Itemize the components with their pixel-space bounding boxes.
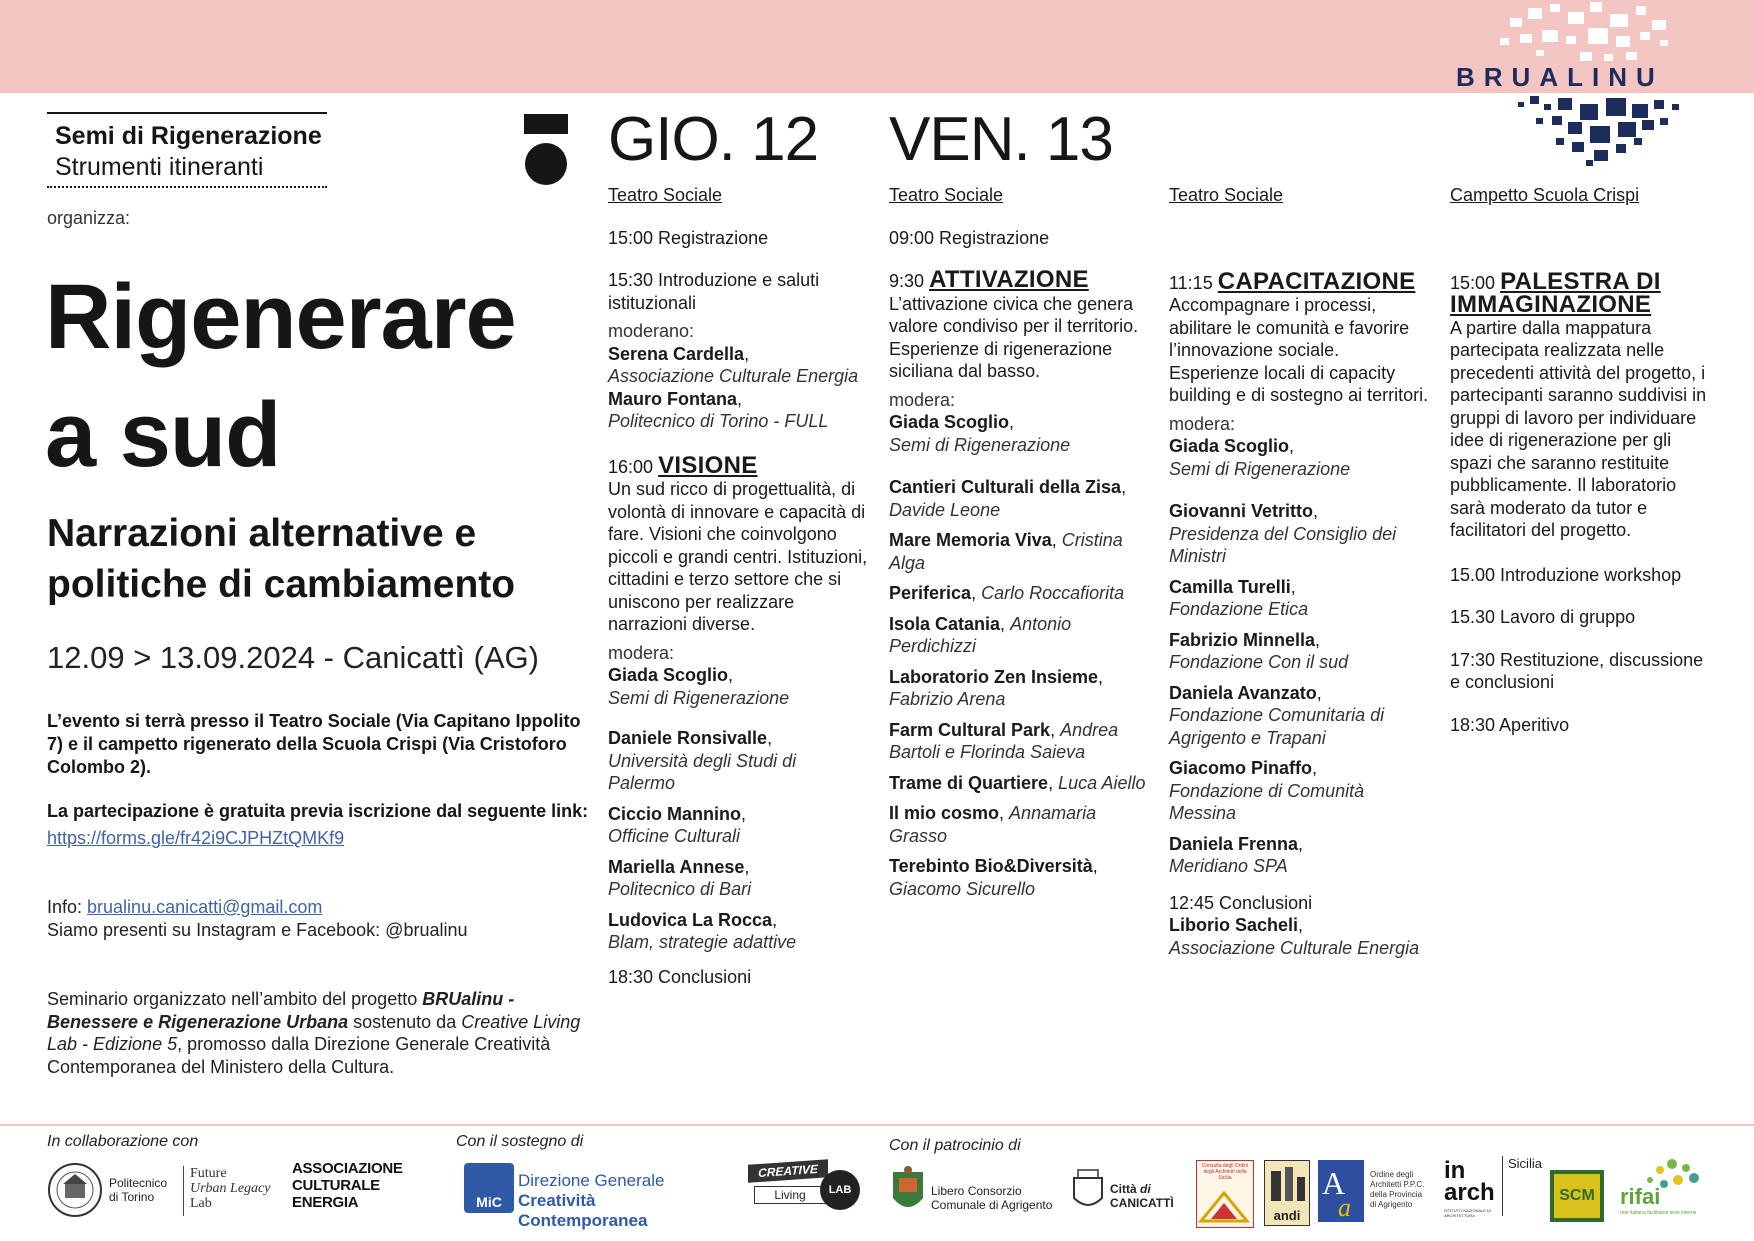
session-heading — [889, 266, 1149, 293]
svg-text:a: a — [1338, 1193, 1351, 1222]
program-column-friday-midday — [1169, 184, 1429, 959]
program-column-friday-morning — [889, 184, 1149, 908]
andi-text: andi — [1273, 1208, 1301, 1223]
session-title: PALESTRA DI — [1500, 267, 1661, 295]
footer-divider — [0, 1124, 1754, 1126]
ace-logo — [292, 1160, 403, 1211]
session-time: 15:00 — [1450, 272, 1496, 293]
person-org: Officine Culturali — [608, 826, 741, 846]
venue-label: Teatro Sociale — [889, 185, 1004, 205]
polito-logo — [47, 1162, 177, 1218]
agrigento-crest-icon — [889, 1166, 927, 1218]
speaker-list — [608, 727, 868, 954]
ordine-badge-icon — [1318, 1160, 1364, 1222]
workshop-item: 15.00 Introduzione workshop — [1450, 564, 1682, 585]
person-name: Fabrizio Minnella — [1169, 629, 1316, 650]
participation-note: La partecipazione è gratuita previa iscrizione dal seguente link: — [47, 801, 589, 821]
andi-building-icon — [1265, 1163, 1309, 1207]
person-org: Luca Aiello — [1058, 772, 1146, 793]
speaker-entry: Mare Memoria Viva, Cristina Alga — [889, 530, 1123, 573]
canicatti-crest-icon — [1070, 1168, 1106, 1214]
full-line-2: Urban Legacy — [190, 1181, 271, 1196]
title-line-1: Rigenerare — [45, 266, 516, 368]
speaker-entry: Mariella Annese, Politecnico di Bari — [608, 856, 752, 899]
email-link[interactable]: brualinu.canicatti@gmail.com — [87, 897, 323, 917]
workshop-schedule — [1450, 564, 1710, 737]
ace-line-3: ENERGIA — [292, 1194, 359, 1211]
series-title: Semi di Rigenerazione — [55, 122, 322, 150]
person-org: Fondazione Etica — [1169, 599, 1309, 619]
person-org: Cristina Alga — [889, 530, 1123, 573]
ordine-line-1: Ordine degli — [1370, 1170, 1414, 1179]
person-org: Università degli Studi di Palermo — [608, 750, 797, 793]
session-description: A partire dalla mappatura partecipata realizzata nelle precedenti attività del progetto, i partecipanti saranno suddivisi in gruppi di lavoro per individuare idee di rigenerazione per gli spazi che saranno restituite pubblicamente. Il laboratorio sarà moderato da tutor e facilitatori del progetto. — [1450, 317, 1707, 540]
canicatti-logo — [1070, 1168, 1190, 1218]
moderator: Serena Cardella, — [608, 343, 750, 364]
session-time: 16:00 — [608, 456, 654, 477]
speaker-entry: Camilla Turelli, Fondazione Etica — [1169, 576, 1309, 619]
session-heading — [1169, 267, 1429, 295]
person-org: Fondazione Comunitaria di Agrigento e Trapani — [1169, 705, 1385, 748]
social-handle: Siamo presenti su Instagram e Facebook: @brualinu — [47, 920, 468, 940]
person-org: Annamaria Grasso — [889, 803, 1097, 846]
speaker-entry: Daniela Frenna, Meridiano SPA — [1169, 833, 1304, 876]
person-org: Semi di Rigenerazione — [889, 434, 1071, 455]
speaker-list — [1169, 500, 1429, 878]
event-dates: 12.09 > 13.09.2024 - Canicattì (AG) — [47, 640, 539, 675]
workshop-item: 17:30 Restituzione, discussione e conclusioni — [1450, 649, 1704, 692]
canicatti-line-1: Città — [1110, 1182, 1137, 1196]
subtitle-line-2: politiche di cambiamento — [47, 563, 516, 606]
polito-name-2: di Torino — [109, 1190, 155, 1204]
person-name: Ludovica La Rocca — [608, 909, 773, 930]
person-org: Meridiano SPA — [1169, 856, 1288, 876]
speaker-list — [889, 476, 1149, 900]
canicatti-line-2: di — [1140, 1182, 1151, 1196]
moderator-label: modera: — [1169, 413, 1236, 434]
session-title: ATTIVAZIONE — [929, 266, 1089, 293]
venue-info: L’evento si terrà presso il Teatro Sociale (Via Capitano Ippolito 7) e il campetto rigenerato della Scuola Crispi (Via Cristoforo Colombo 2). — [47, 711, 581, 777]
person-name: Liborio Sacheli — [1169, 915, 1299, 935]
person-org: Semi di Rigenerazione — [1169, 458, 1351, 479]
session-title: CAPACITAZIONE — [1217, 267, 1416, 295]
day-heading-friday: VEN. 13 — [889, 105, 1113, 174]
speaker-entry: Isola Catania, Antonio Perdichizzi — [889, 613, 1072, 656]
full-line-3: Lab — [190, 1196, 212, 1211]
venue-label: Teatro Sociale — [1169, 185, 1284, 205]
person-name: Isola Catania — [889, 613, 1001, 634]
organizer-label: organizza: — [47, 208, 131, 228]
moderator-label: modera: — [608, 642, 675, 663]
seminar-text: Seminario organizzato nell’ambito del progetto — [47, 989, 423, 1009]
cll-line-1: CREATIVE — [748, 1159, 828, 1183]
venue-label: Teatro Sociale — [608, 185, 723, 205]
svg-text:A: A — [1322, 1165, 1346, 1201]
person-name: Giovanni Vetritto — [1169, 501, 1314, 521]
cll-line-2: Living — [754, 1186, 826, 1204]
person-name: Mauro Fontana — [608, 388, 737, 409]
cll-line-3: LAB — [820, 1170, 860, 1210]
registration-link[interactable]: https://forms.gle/fr42i9CJPHZtQMKf9 — [47, 828, 345, 848]
speaker-entry: Daniele Ronsivalle, Università degli Studi di Palermo — [608, 728, 797, 793]
inarch-line-1: in — [1444, 1157, 1466, 1184]
event-title — [45, 258, 605, 494]
person-org: Fondazione di Comunità Messina — [1169, 780, 1365, 823]
speaker-entry: Daniela Avanzato, Fondazione Comunitaria di Agrigento e Trapani — [1169, 682, 1385, 748]
mic-line-1: Direzione Generale — [518, 1171, 665, 1190]
person-name: Mariella Annese — [608, 856, 745, 877]
ordine-line-4: di Agrigento — [1370, 1200, 1413, 1209]
seminar-note — [47, 988, 597, 1078]
session-time: 9:30 — [889, 271, 925, 291]
day-heading-thursday: GIO. 12 — [608, 105, 819, 174]
moderator: Giada Scoglio, — [889, 412, 1015, 432]
venue-label: Campetto Scuola Crispi — [1450, 185, 1640, 205]
mic-logo — [464, 1163, 714, 1230]
subtitle-line-1: Narrazioni alternative e — [47, 512, 477, 555]
person-name: Giada Scoglio — [608, 665, 729, 685]
speaker-entry: Farm Cultural Park, Andrea Bartoli e Florinda Saieva — [889, 719, 1119, 762]
program-item: 09:00 Registrazione — [889, 227, 1050, 248]
ace-line-1: ASSOCIAZIONE — [292, 1160, 403, 1177]
event-subtitle — [47, 508, 607, 610]
creative-living-lab-logo — [748, 1158, 866, 1220]
ace-line-2: CULTURALE — [292, 1177, 380, 1194]
session-time: 11:15 — [1169, 272, 1213, 293]
full-line-1: Future — [190, 1166, 227, 1181]
person-name: Mare Memoria Viva — [889, 530, 1052, 550]
agrigento-logo — [889, 1166, 1069, 1222]
speaker-entry: Ciccio Mannino, Officine Culturali — [608, 803, 747, 846]
speaker-entry: Cantieri Culturali della Zisa, Davide Leone — [889, 477, 1127, 520]
collaboration-label: In collaborazione con — [47, 1133, 199, 1150]
series-header — [47, 112, 327, 188]
closing-speaker: Liborio Sacheli, — [1169, 915, 1304, 935]
person-org: Blam, strategie adattive — [608, 932, 797, 952]
person-org: Andrea Bartoli e Florinda Saieva — [889, 719, 1119, 762]
closing-item: 12:45 Conclusioni — [1169, 892, 1313, 913]
program-item: 15:00 Registrazione — [608, 227, 769, 248]
ordine-letters-icon — [1318, 1160, 1364, 1222]
person-name: Giacomo Pinaffo — [1169, 758, 1313, 778]
person-org: Fondazione Con il sud — [1169, 652, 1349, 672]
rifai-logo — [1620, 1158, 1710, 1224]
speaker-entry: Trame di Quartiere, Luca Aiello — [889, 772, 1146, 793]
project-name: BRUalinu - Benessere e Rigenerazione Urbana — [47, 989, 515, 1032]
ordine-line-2: Architetti P.P.C. — [1370, 1180, 1425, 1189]
closing-item: 18:30 Conclusioni — [608, 966, 752, 987]
session-title: VISIONE — [658, 451, 758, 479]
person-name: Camilla Turelli — [1169, 576, 1291, 597]
person-org: Presidenza del Consiglio dei Ministri — [1169, 523, 1397, 566]
contact-info — [47, 896, 607, 942]
person-org: Associazione Culturale Energia — [608, 366, 859, 386]
patronage-label: Con il patrocinio di — [889, 1137, 1021, 1154]
moderator: Giada Scoglio, — [1169, 436, 1295, 456]
mic-badge-icon: MiC — [464, 1163, 514, 1213]
semi-logo-icon — [524, 114, 568, 188]
person-name: Trame di Quartiere — [889, 772, 1049, 793]
person-org: Giacomo Sicurello — [889, 878, 1036, 899]
support-label: Con il sostegno di — [456, 1133, 584, 1150]
rifai-line-2: rete italiana facilitatori aree interne — [1620, 1210, 1697, 1216]
person-name: Il mio cosmo — [889, 803, 1000, 823]
polito-seal-icon — [47, 1162, 103, 1218]
polito-name-1: Politecnico — [109, 1176, 168, 1190]
person-org: Politecnico di Torino - FULL — [608, 411, 829, 431]
inarch-line-2: arch — [1444, 1179, 1495, 1206]
speaker-entry: Fabrizio Minnella, Fondazione Con il sud — [1169, 629, 1349, 672]
seminar-text: sostenuto da — [348, 1011, 462, 1032]
title-line-2: a sud — [45, 384, 281, 486]
agrigento-line-2: Comunale di Agrigento — [931, 1198, 1053, 1212]
program-name: Creative Living Lab - Edizione 5 — [47, 1011, 581, 1054]
person-name: Ciccio Mannino — [608, 803, 742, 824]
program-column-thursday — [608, 184, 868, 988]
person-name: Terebinto Bio&Diversità — [889, 856, 1093, 876]
inarch-logo — [1444, 1156, 1540, 1226]
speaker-entry: Laboratorio Zen Insieme, Fabrizio Arena — [889, 666, 1104, 709]
person-name: Daniele Ronsivalle — [608, 728, 768, 748]
consulta-text: Consulta degli Ordini degli Architetti della Sicilia — [1201, 1163, 1249, 1181]
info-label: Info: — [47, 897, 88, 917]
scm-logo — [1550, 1170, 1604, 1222]
person-name: Serena Cardella — [608, 343, 745, 364]
program-column-workshop — [1450, 184, 1710, 756]
session-description: L’attivazione civica che genera valore condiviso per il territorio. Esperienze di rigenerazione siciliana dal basso. — [889, 293, 1139, 381]
person-org: Associazione Culturale Energia — [1169, 937, 1420, 958]
person-name: Giada Scoglio — [889, 412, 1010, 432]
series-subtitle: Strumenti itineranti — [55, 153, 264, 181]
mic-line-2: Creatività Contemporanea — [518, 1191, 648, 1230]
andi-logo — [1264, 1160, 1310, 1226]
speaker-entry: Periferica, Carlo Roccafiorita — [889, 583, 1125, 603]
inarch-line-4: ISTITUTO NAZIONALE DI ARCHITETTURA — [1444, 1208, 1492, 1218]
person-org: Fabrizio Arena — [889, 689, 1006, 709]
speaker-entry: Ludovica La Rocca, Blam, strategie adattive — [608, 909, 797, 952]
person-name: Cantieri Culturali della Zisa — [889, 477, 1122, 497]
person-org: Politecnico di Bari — [608, 879, 752, 899]
person-name: Giada Scoglio — [1169, 436, 1290, 456]
consulta-emblem-icon — [1197, 1191, 1251, 1225]
person-name: Laboratorio Zen Insieme — [889, 666, 1099, 687]
scm-text: SCM — [1554, 1174, 1600, 1218]
person-org: Carlo Roccafiorita — [981, 583, 1125, 603]
workshop-item: 15.30 Lavoro di gruppo — [1450, 607, 1636, 627]
person-name: Daniela Frenna — [1169, 833, 1299, 854]
inarch-line-3: Sicilia — [1508, 1156, 1542, 1171]
speaker-entry: Giacomo Pinaffo, Fondazione di Comunità Messina — [1169, 758, 1365, 823]
brualinu-wordmark: BRUALINU — [1456, 62, 1664, 92]
seminar-text: , promosso dalla Direzione Generale Creatività Contemporanea del Ministero della Cultura. — [47, 1034, 551, 1077]
person-org: Semi di Rigenerazione — [608, 687, 790, 708]
person-org: Antonio Perdichizzi — [889, 613, 1072, 656]
moderator: Mauro Fontana, — [608, 388, 743, 409]
speaker-entry: Terebinto Bio&Diversità, Giacomo Sicurello — [889, 856, 1098, 899]
full-logo — [183, 1166, 280, 1216]
rifai-line-1: rifai — [1620, 1184, 1661, 1209]
ordine-architetti-logo — [1318, 1160, 1438, 1222]
moderator-label: modera: — [889, 389, 956, 410]
moderator: Giada Scoglio, — [608, 665, 734, 685]
session-description: Accompagnare i processi, abilitare le comunità e favorire l’innovazione sociale. Esperienze locali di capacity building e di sostegno ai territori. — [1169, 295, 1429, 405]
canicatti-line-3: CANICATTÌ — [1110, 1196, 1174, 1210]
agrigento-line-1: Libero Consorzio — [931, 1184, 1022, 1198]
person-org: Davide Leone — [889, 499, 1001, 520]
program-item: 15:30 Introduzione e saluti istituzionali — [608, 270, 820, 313]
workshop-item: 18:30 Aperitivo — [1450, 714, 1570, 735]
consulta-architetti-logo — [1196, 1160, 1254, 1228]
person-name: Daniela Avanzato — [1169, 682, 1317, 703]
brualinu-logo — [1440, 0, 1740, 170]
moderators-label: moderano: — [608, 321, 695, 341]
person-name: Periferica — [889, 583, 972, 603]
session-title-cont: IMMAGINAZIONE — [1450, 291, 1652, 318]
session-description: Un sud ricco di progettualità, di volontà di innovare e capacità di fare. Visioni che coinvolgono piccoli e grandi centri. Istituzioni, cittadini e terzo settore che si uniscono per realizzare narrazioni diverse. — [608, 479, 868, 634]
ordine-line-3: della Provincia — [1370, 1190, 1423, 1199]
speaker-entry: Giovanni Vetritto, Presidenza del Consiglio dei Ministri — [1169, 501, 1397, 566]
person-name: Farm Cultural Park — [889, 719, 1051, 740]
speaker-entry: Il mio cosmo, Annamaria Grasso — [889, 803, 1097, 846]
session-heading — [608, 451, 868, 479]
